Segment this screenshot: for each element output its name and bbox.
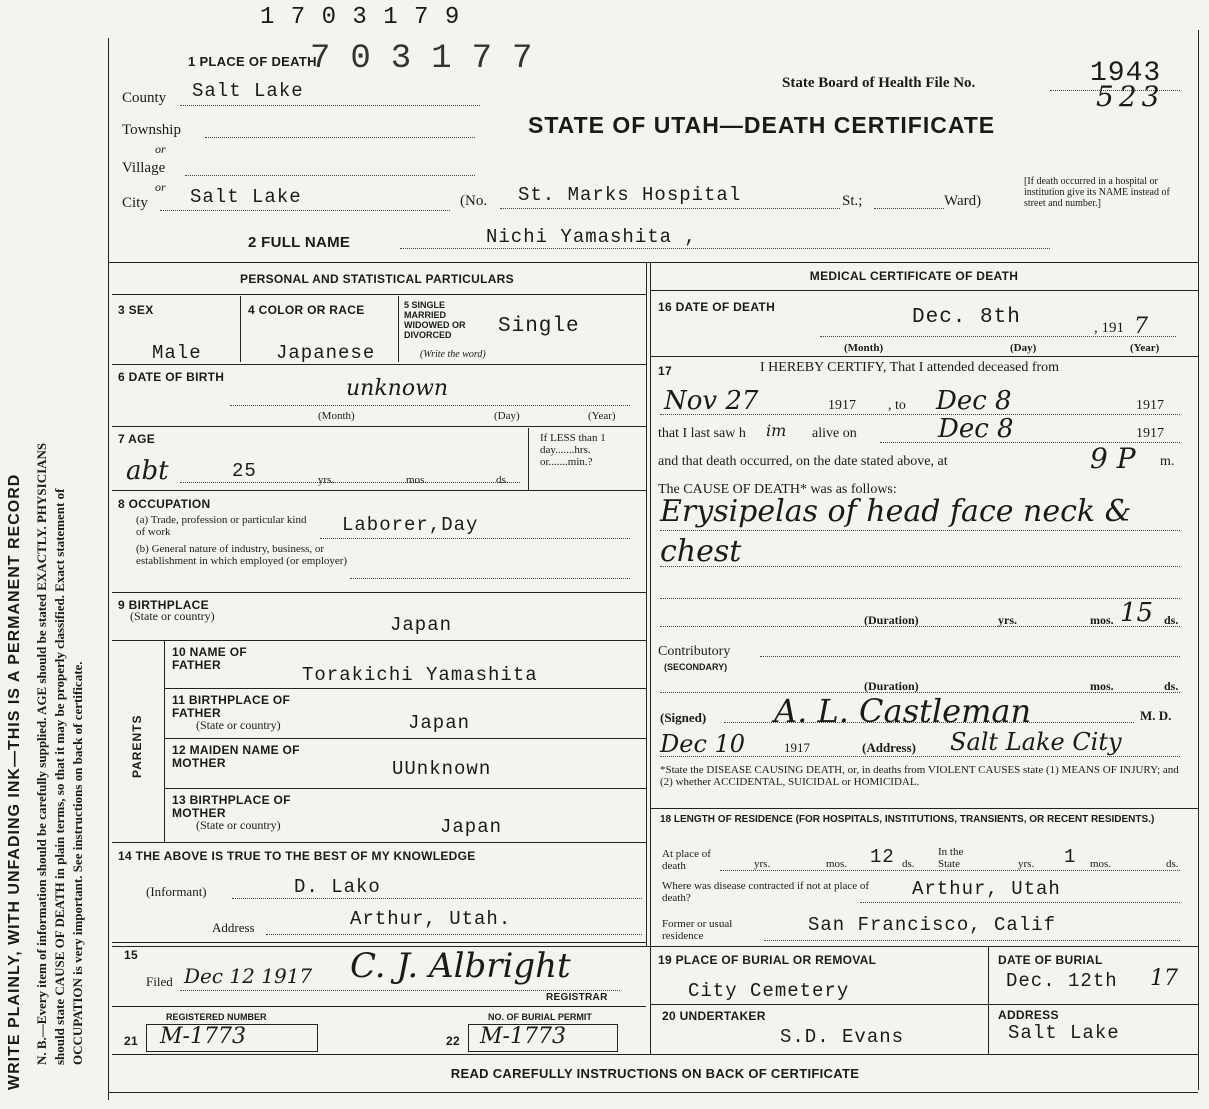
informant-value: D. Lako <box>294 876 381 898</box>
informant-address-value: Arthur, Utah. <box>350 908 512 930</box>
dod-month-label: (Month) <box>844 342 884 354</box>
mother-birthplace-label: 13 BIRTHPLACE OF MOTHER <box>172 793 291 820</box>
left-border <box>108 38 109 1100</box>
contributory-duration-label: (Duration) <box>864 679 919 693</box>
place-ds-label: ds. <box>902 858 915 870</box>
file-number-label: State Board of Health File No. <box>782 75 976 91</box>
address-label: (Address) <box>862 740 916 755</box>
date-of-death-year: 7 <box>1134 314 1148 339</box>
personal-header: PERSONAL AND STATISTICAL PARTICULARS <box>240 272 514 286</box>
duration-mos-label: mos. <box>1090 613 1114 627</box>
township-label: Township <box>122 122 181 138</box>
occupation-label: 8 OCCUPATION <box>118 497 211 511</box>
place-yrs-label: yrs. <box>754 858 771 870</box>
county-label: County <box>122 90 167 106</box>
age-about: abt <box>126 456 169 486</box>
contributory-ds-label: ds. <box>1164 679 1179 693</box>
cause-of-death-value: Erysipelas of head face neck & chest <box>660 494 1132 569</box>
duration-yrs-label: yrs. <box>998 613 1017 627</box>
dob-label: 6 DATE OF BIRTH <box>118 370 225 384</box>
full-name-value: Nichi Yamashita , <box>486 226 697 248</box>
registrar-label: REGISTRAR <box>546 992 608 1003</box>
state-mos-label: mos. <box>1090 858 1112 870</box>
column-divider <box>646 262 647 946</box>
number-label: (No. <box>460 193 488 209</box>
informant-label: (Informant) <box>146 884 207 899</box>
side-note-line3: OCCUPATION is very important. See instructions on back of certificate. <box>70 661 85 1065</box>
burial-place-label: 19 PLACE OF BURIAL OR REMOVAL <box>658 953 877 967</box>
birthplace-label: 9 BIRTHPLACE <box>118 598 209 612</box>
or-label-1: or <box>155 142 166 156</box>
in-state-label: In the State <box>938 846 964 870</box>
bottom-border <box>108 1092 1198 1093</box>
stamped-number: 703177 <box>310 40 553 78</box>
burial-permit-value: M-1773 <box>480 1024 566 1049</box>
city-value: Salt Lake <box>190 186 302 208</box>
reg-number-label: REGISTERED NUMBER <box>166 1012 267 1022</box>
father-name-label: 10 NAME OF FATHER <box>172 645 248 672</box>
place-mos-label: mos. <box>826 858 848 870</box>
birthplace-sub: (State or country) <box>130 609 215 623</box>
marital-note: (Write the word) <box>420 349 486 360</box>
undertaker-address-value: Salt Lake <box>1008 1022 1120 1044</box>
filed-number: 15 <box>124 948 138 962</box>
top-serial-number: 1 7 0 3 1 7 9 <box>260 4 461 31</box>
reg-number-num: 21 <box>124 1034 138 1048</box>
age-ds-label: ds. <box>496 474 509 486</box>
marital-value: Single <box>498 315 580 338</box>
filed-label: Filed <box>146 974 173 989</box>
former-residence-value: San Francisco, Calif <box>808 914 1057 936</box>
to-label: , to <box>888 398 906 413</box>
last-saw-text: that I last saw h <box>658 426 746 441</box>
father-birthplace-value: Japan <box>408 712 471 734</box>
dod-year-label: (Year) <box>1130 342 1160 354</box>
marital-label: 5 SINGLE MARRIED WIDOWED OR DIVORCED <box>404 300 466 340</box>
mother-birthplace-sub: (State or country) <box>196 818 281 832</box>
section-divider <box>108 262 1198 263</box>
dob-day-label: (Day) <box>494 410 520 422</box>
place-of-death-label: 1 PLACE OF DEATH <box>188 54 317 69</box>
alive-on-year: 1917 <box>1136 426 1164 441</box>
item-17-number: 17 <box>658 364 672 378</box>
hospital-note: [If death occurred in a hospital or institution give its NAME instead of street and number.] <box>1024 176 1170 209</box>
burial-place-value: City Cemetery <box>688 980 850 1002</box>
duration-days-value: 15 <box>1120 598 1154 628</box>
if-less-note: If LESS than 1 day.......hrs. or.......min.? <box>540 432 606 468</box>
at-place-label: At place of death <box>662 848 711 872</box>
father-birthplace-sub: (State or country) <box>196 718 281 732</box>
burial-date-value: Dec. 12th <box>1006 970 1118 992</box>
st-label: St.; <box>842 193 863 209</box>
date-of-death-value: Dec. 8th <box>912 306 1021 329</box>
occupation-a-label: (a) Trade, profession or particular kind of work <box>136 514 307 538</box>
cause-label: The CAUSE OF DEATH* was as follows: <box>658 482 897 497</box>
death-occurred-text: and that death occurred, on the date stated above, at <box>658 454 948 469</box>
burial-date-label: DATE OF BURIAL <box>998 953 1103 967</box>
physician-signature: A. L. Castleman <box>774 692 1032 730</box>
contracted-label: Where was disease contracted if not at place of death? <box>662 880 870 904</box>
reg-number-value: M-1773 <box>160 1024 246 1049</box>
dob-value: unknown <box>346 376 449 401</box>
mother-birthplace-value: Japan <box>440 816 503 838</box>
time-m-label: m. <box>1160 454 1175 469</box>
date-of-death-year-prefix: , 191 <box>1094 320 1124 336</box>
filed-date: Dec 12 1917 <box>184 964 313 988</box>
attended-to-year: 1917 <box>1136 398 1164 413</box>
physician-address: Salt Lake City <box>950 728 1122 756</box>
contributory-label: Contributory <box>658 644 731 659</box>
md-label: M. D. <box>1140 708 1172 723</box>
attended-to-date: Dec 8 <box>936 386 1012 416</box>
village-label: Village <box>122 160 166 176</box>
date-of-death-label: 16 DATE OF DEATH <box>658 300 776 314</box>
dob-year-label: (Year) <box>588 410 616 422</box>
informant-header: 14 THE ABOVE IS TRUE TO THE BEST OF MY KNOWLEDGE <box>118 849 476 863</box>
duration-ds-label: ds. <box>1164 613 1179 627</box>
medical-header: MEDICAL CERTIFICATE OF DEATH <box>809 269 1019 283</box>
dod-day-label: (Day) <box>1010 342 1037 354</box>
alive-on-date: Dec 8 <box>938 414 1014 444</box>
signed-label: (Signed) <box>660 710 707 725</box>
mother-name-value: UUnknown <box>392 758 492 780</box>
informant-address-label: Address <box>212 920 255 935</box>
ward-label: Ward) <box>944 193 982 209</box>
file-number-value-2: 523 <box>1096 80 1165 113</box>
state-yrs-label: yrs. <box>1018 858 1035 870</box>
contracted-value: Arthur, Utah <box>912 878 1061 900</box>
street-value: St. Marks Hospital <box>518 184 742 206</box>
city-label: City <box>122 195 148 211</box>
race-label: 4 COLOR OR RACE <box>248 303 365 317</box>
signed-year: 1917 <box>784 740 810 755</box>
sex-value: Male <box>152 342 202 364</box>
burial-date-year: 17 <box>1150 966 1178 991</box>
side-note-line1: N. B.—Every item of information should be carefully supplied. AGE should be stated EXACTLY. PHYSICIANS <box>34 442 49 1065</box>
birthplace-value: Japan <box>390 614 453 636</box>
age-value: 25 <box>232 460 257 482</box>
signed-date: Dec 10 <box>660 730 746 758</box>
race-value: Japanese <box>276 342 376 364</box>
undertaker-label: 20 UNDERTAKER <box>662 1009 766 1023</box>
last-saw-him: im <box>766 421 787 440</box>
death-time: 9 P <box>1090 442 1136 475</box>
file-number-value: 1943 <box>1090 58 1162 89</box>
age-yrs-label: yrs. <box>318 474 335 486</box>
secondary-label: (SECONDARY) <box>664 662 728 672</box>
former-residence-label: Former or usual residence <box>662 918 733 942</box>
occupation-b-label: (b) General nature of industry, business, or establishment in which employed (or employer) <box>136 543 348 567</box>
state-mos-value: 1 <box>1064 846 1077 868</box>
registrar-signature: C. J. Albright <box>350 946 571 986</box>
parents-label: PARENTS <box>130 714 144 778</box>
certificate-title: STATE OF UTAH—DEATH CERTIFICATE <box>528 112 996 138</box>
side-warning: WRITE PLAINLY, WITH UNFADING INK—THIS IS A PERMANENT RECORD <box>6 473 23 1090</box>
or-label-2: or <box>155 180 166 194</box>
undertaker-address-label: ADDRESS <box>998 1008 1059 1022</box>
contributory-mos-label: mos. <box>1090 679 1114 693</box>
age-label: 7 AGE <box>118 432 156 446</box>
state-ds-label: ds. <box>1166 858 1179 870</box>
burial-permit-num: 22 <box>446 1034 460 1048</box>
right-border <box>1198 30 1199 1090</box>
duration-label: (Duration) <box>864 613 919 627</box>
age-mos-label: mos. <box>406 474 428 486</box>
attended-from-year: 1917 <box>828 398 856 413</box>
place-days-value: 12 <box>870 846 895 868</box>
father-name-value: Torakichi Yamashita <box>302 664 538 686</box>
mother-name-label: 12 MAIDEN NAME OF MOTHER <box>172 743 300 770</box>
sex-label: 3 SEX <box>118 303 154 317</box>
father-birthplace-label: 11 BIRTHPLACE OF FATHER <box>172 693 291 720</box>
dob-month-label: (Month) <box>318 410 355 422</box>
undertaker-value: S.D. Evans <box>780 1026 905 1048</box>
burial-permit-label: NO. OF BURIAL PERMIT <box>488 1012 592 1022</box>
occupation-value: Laborer,Day <box>342 514 479 536</box>
alive-on-text: alive on <box>812 426 857 441</box>
full-name-label: 2 FULL NAME <box>248 234 351 251</box>
cause-footnote: *State the DISEASE CAUSING DEATH, or, in deaths from VIOLENT CAUSES state (1) MEANS OF INJURY; and (2) whether ACCIDENTAL, SUICIDAL or HOMICIDAL. <box>660 764 1179 788</box>
certify-text: I HEREBY CERTIFY, That I attended deceased from <box>760 360 1060 375</box>
footer-instructions: READ CAREFULLY INSTRUCTIONS ON BACK OF CERTIFICATE <box>450 1066 860 1081</box>
side-note-line2: should state CAUSE OF DEATH in plain terms, so that it may be properly classified. Exact statement of <box>52 488 67 1065</box>
county-value: Salt Lake <box>192 80 304 102</box>
attended-from-date: Nov 27 <box>664 386 759 416</box>
residence-label: 18 LENGTH OF RESIDENCE (FOR HOSPITALS, INSTITUTIONS, TRANSIENTS, OR RECENT RESIDENTS.) <box>660 814 1155 825</box>
